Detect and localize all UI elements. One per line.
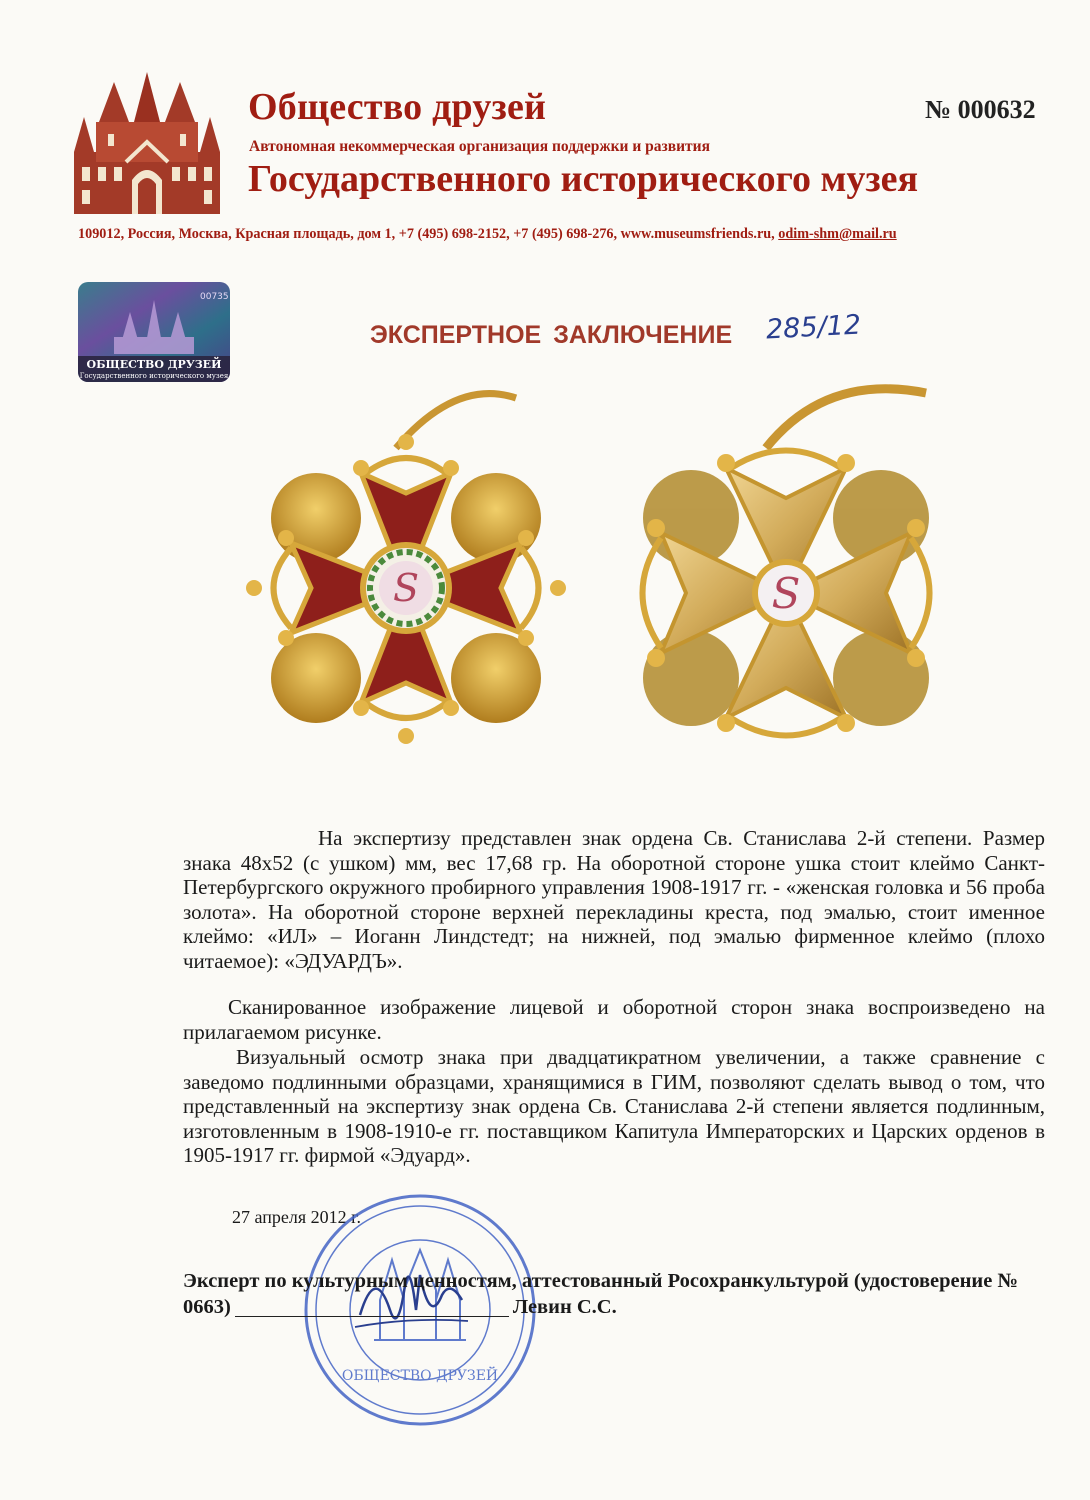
org-name-line2: Государственного исторического музея <box>248 158 919 200</box>
document-date: 27 апреля 2012 г. <box>232 1207 361 1227</box>
medal-front-image <box>216 378 596 796</box>
hologram-line1: ОБЩЕСТВО ДРУЗЕЙ <box>86 358 222 371</box>
hologram-line2: Государственного исторического музея <box>79 372 229 380</box>
svg-text:S: S <box>771 569 801 618</box>
document-number: № 000632 <box>925 95 1036 124</box>
museum-logo <box>74 72 220 218</box>
expert-credentials: Эксперт по культурным ценностям, аттестованный Росохранкультурой (удостоверение № <box>183 1270 1019 1292</box>
handwritten-doc-number: 285/12 <box>765 309 862 346</box>
org-subtitle: Автономная некоммерческая организация поддержки и развития <box>249 138 710 155</box>
signature-underline <box>235 1296 509 1317</box>
title-word-conclusion: ЗАКЛЮЧЕНИЕ <box>553 321 733 349</box>
expert-name: Левин С.С. <box>512 1296 617 1318</box>
medal-back-image <box>596 378 976 796</box>
hologram-image <box>78 282 230 382</box>
address-line <box>78 226 897 243</box>
body-paragraph-1: На экспертизу представлен знак ордена Св. Станислава 2-й степени. Размер знака 48х52 (с ушком) мм, вес 17,68 гр. На оборотной стороне ушка стоит клеймо Санкт-Петербургского окружного пробирного управления 1908-1917 гг. - «женская головка и 56 проба золота». На оборотной стороне верхней перекладины креста, под эмалью, стоит именное клеймо: «ИЛ» – Иоганн Линдстедт; на нижней, под эмалью фирменное клеймо (плохо читаемое): «ЭДУАРДЪ». <box>183 826 1045 973</box>
certificate-number: 0663) <box>183 1296 231 1318</box>
body-paragraph-3: Визуальный осмотр знака при двадцатикратном увеличении, а также сравнение с заведомо подлинными образцами, хранящимися в ГИМ, позволяют сделать вывод о том, что представленный на экспертизу знак ордена Св. Станислава 2-й степени является подлинным, изготовленным в 1908-1910-е гг. поставщиком Капитула Императорских и Царских орденов в 1905-1917 гг. фирмой «Эдуард». <box>183 1045 1045 1167</box>
signature-line <box>183 1296 617 1319</box>
email-link[interactable]: odim-shm@mail.ru <box>778 226 897 242</box>
hologram-serial: 00735 <box>200 292 229 302</box>
svg-text:S: S <box>392 566 420 610</box>
hologram-sticker <box>78 282 230 382</box>
org-name-line1: Общество друзей <box>248 86 547 128</box>
title-word-expert: ЭКСПЕРТНОЕ <box>370 321 542 349</box>
document-title <box>370 321 732 350</box>
stamp-center-text: ОБЩЕСТВО ДРУЗЕЙ <box>341 1368 499 1384</box>
body-paragraph-2: Сканированное изображение лицевой и оборотной сторон знака воспроизведено на прилагаемом рисунке. <box>183 995 1045 1044</box>
address-text: 109012, Россия, Москва, Красная площадь, дом 1, +7 (495) 698-2152, +7 (495) 698-276, www.museumsfriends.ru, <box>78 226 775 242</box>
